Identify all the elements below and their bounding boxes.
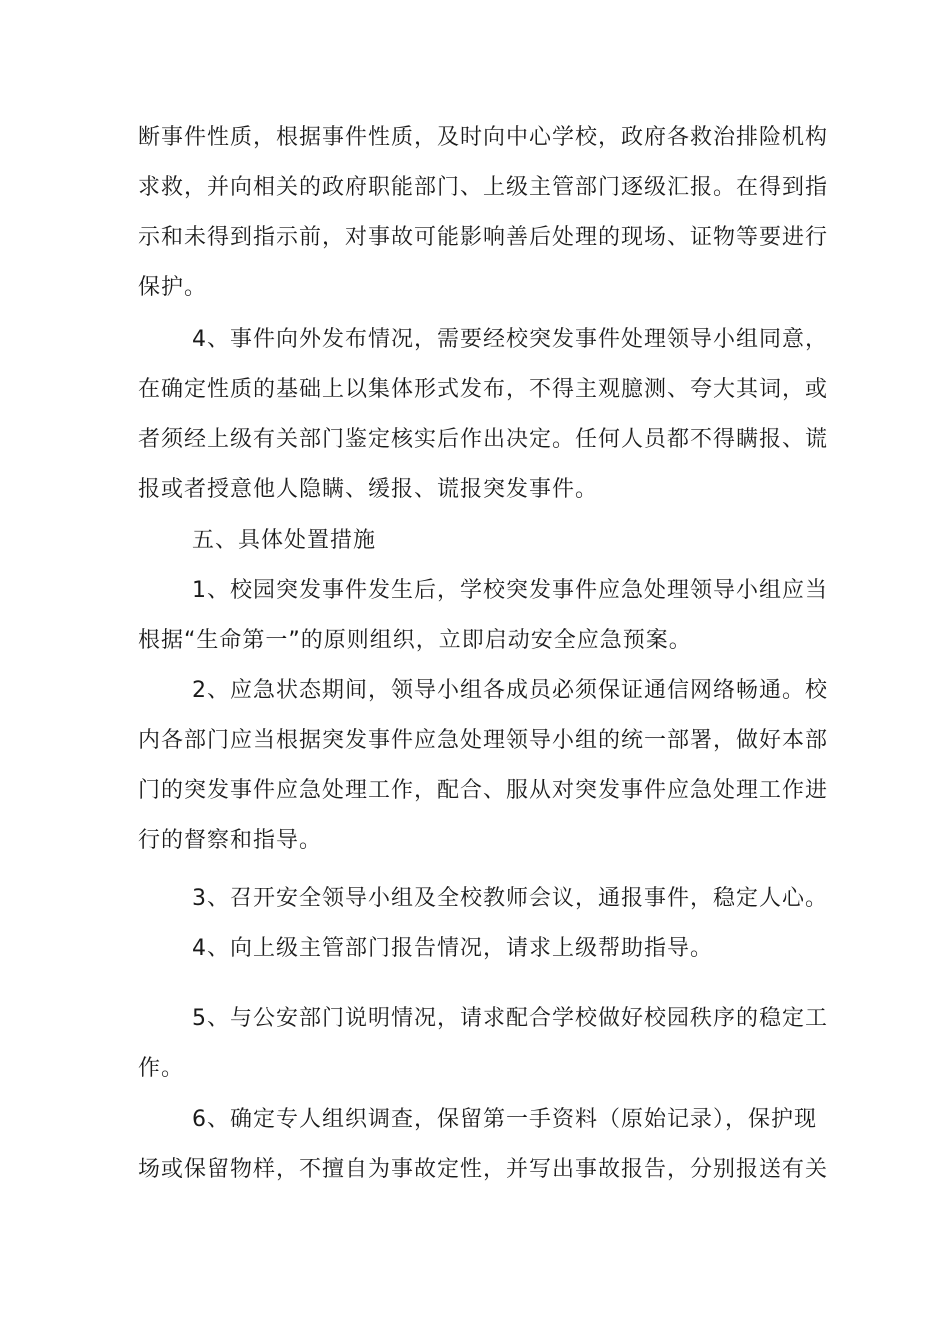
text-line: 5、与公安部门说明情况，请求配合学校做好校园秩序的稳定工 xyxy=(192,1006,828,1031)
text-line: 6、确定专人组织调查，保留第一手资料（原始记录），保护现 xyxy=(192,1107,817,1132)
text-line: 场或保留物样，不擅自为事故定性，并写出事故报告，分别报送有关 xyxy=(138,1157,829,1182)
text-line: 作。 xyxy=(138,1056,185,1081)
text-line: 在确定性质的基础上以集体形式发布，不得主观臆测、夸大其词，或 xyxy=(138,377,829,402)
text-line: 保护。 xyxy=(138,275,208,300)
text-line: 示和未得到指示前，对事故可能影响善后处理的现场、证物等要进行 xyxy=(138,225,829,250)
text-line: 门的突发事件应急处理工作，配合、服从对突发事件应急处理工作进 xyxy=(138,778,829,803)
text-line: 报或者授意他人隐瞒、缓报、谎报突发事件。 xyxy=(138,477,599,502)
text-line: 4、向上级主管部门报告情况，请求上级帮助指导。 xyxy=(192,936,713,961)
section-heading: 五、具体处置措施 xyxy=(192,528,377,553)
text-line: 行的督察和指导。 xyxy=(138,828,323,853)
text-line: 4、事件向外发布情况，需要经校突发事件处理领导小组同意， xyxy=(192,327,828,352)
text-line: 3、召开安全领导小组及全校教师会议，通报事件，稳定人心。 xyxy=(192,886,828,911)
text-line: 根据“生命第一”的原则组织，立即启动安全应急预案。 xyxy=(138,628,692,653)
text-line: 2、应急状态期间，领导小组各成员必须保证通信网络畅通。校 xyxy=(192,678,828,703)
text-line: 内各部门应当根据突发事件应急处理领导小组的统一部署，做好本部 xyxy=(138,728,829,753)
text-line: 求救，并向相关的政府职能部门、上级主管部门逐级汇报。在得到指 xyxy=(138,175,829,200)
text-line: 断事件性质，根据事件性质，及时向中心学校，政府各救治排险机构 xyxy=(138,125,829,150)
text-line: 1、校园突发事件发生后，学校突发事件应急处理领导小组应当 xyxy=(192,578,828,603)
text-line: 者须经上级有关部门鉴定核实后作出决定。任何人员都不得瞒报、谎 xyxy=(138,427,829,452)
